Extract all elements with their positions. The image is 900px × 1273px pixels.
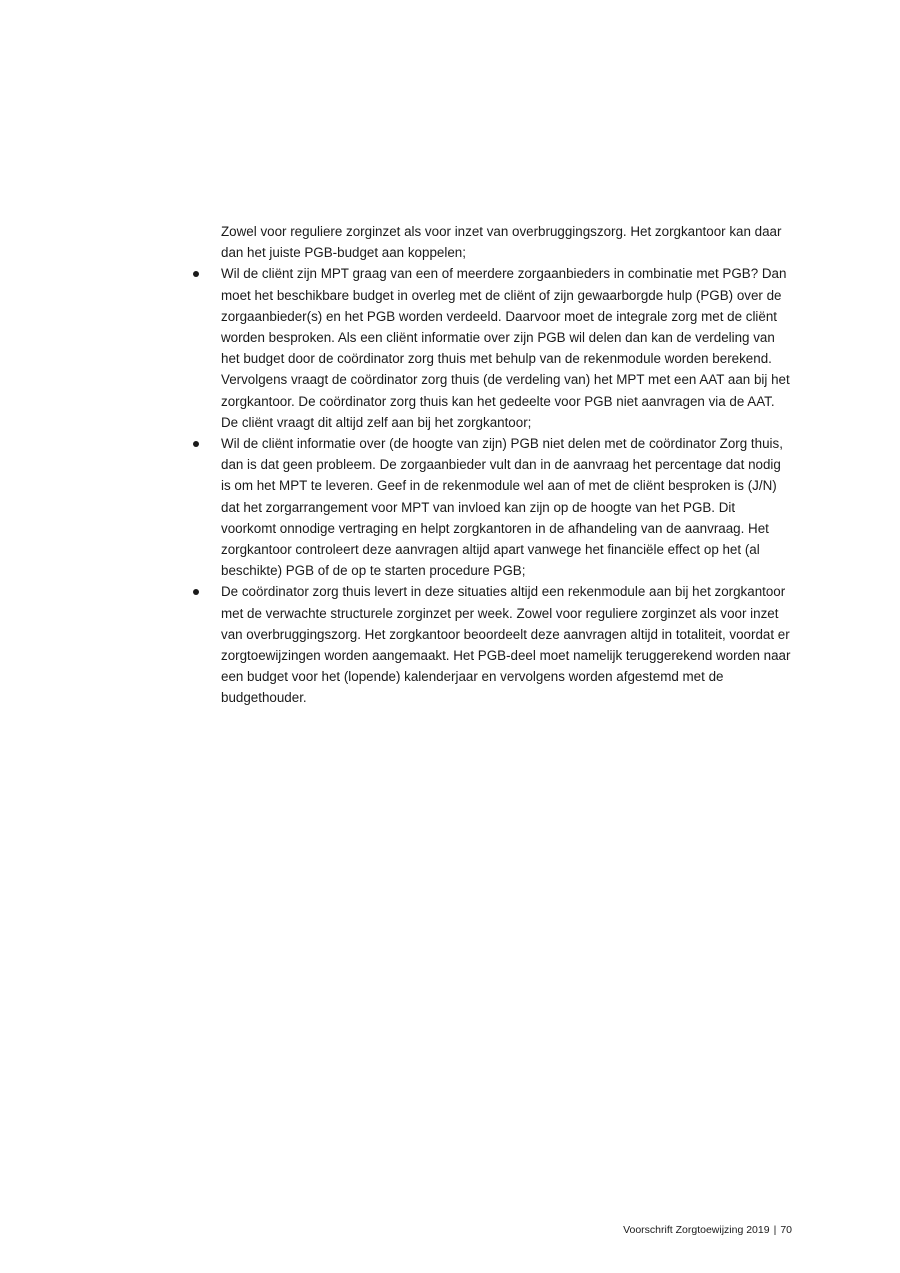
bullet-text: Wil de cliënt zijn MPT graag van een of meerdere zorgaanbieders in combinatie met PGB? Dan moet het beschikbare budget in overleg met de cliënt of zijn gewaarborgde hulp (PGB) over de zorgaanbieder(s) en het PGB worden verdeeld. Daarvoor moet de integrale zorg met de cliënt worden besproken. Als een cliënt informatie over zijn PGB wil delen dan kan de verdeling van het budget door de coördinator zorg thuis met behulp van de rekenmodule worden berekend. Vervolgens vraagt de coördinator zorg thuis (de verdeling van) het MPT met een AAT aan bij het zorgkantoor. De coördinator zorg thuis kan het gedeelte voor PGB niet aanvragen via de AAT. De cliënt vraagt dit altijd zelf aan bij het zorgkantoor; [221,266,790,430]
bullet-list [221,263,793,708]
bullet-text: De coördinator zorg thuis levert in deze situaties altijd een rekenmodule aan bij het zorgkantoor met de verwachte structurele zorginzet per week. Zowel voor reguliere zorginzet als voor inzet van overbruggingszorg. Het zorgkantoor beoordeelt deze aanvragen altijd in totaliteit, voordat er zorgtoewijzingen worden aangemaakt. Het PGB-deel moet namelijk teruggerekend worden naar een budget voor het (lopende) kalenderjaar en vervolgens worden afgestemd met de budgethouder. [221,584,791,706]
bullet-icon [193,441,199,447]
page-footer [623,1223,792,1237]
page-number: 70 [780,1224,792,1236]
bullet-item [221,581,793,708]
bullet-item [221,433,793,581]
bullet-icon [193,271,199,277]
page-body [221,221,793,709]
bullet-icon [193,589,199,595]
footer-document-title: Voorschrift Zorgtoewijzing 2019 [623,1224,770,1236]
bullet-item [221,263,793,433]
footer-separator: | [773,1224,777,1236]
continuation-paragraph: Zowel voor reguliere zorginzet als voor inzet van overbruggingszorg. Het zorgkantoor kan daar dan het juiste PGB-budget aan koppelen; [221,224,782,261]
bullet-text: Wil de cliënt informatie over (de hoogte van zijn) PGB niet delen met de coördinator Zorg thuis, dan is dat geen probleem. De zorgaanbieder vult dan in de aanvraag het percentage dat nodig is om het MPT te leveren. Geef in de rekenmodule wel aan of met de cliënt besproken is (J/N) dat het zorgarrangement voor MPT van invloed kan zijn op de hoogte van het PGB. Dit voorkomt onnodige vertraging en helpt zorgkantoren in de afhandeling van de aanvraag. Het zorgkantoor controleert deze aanvragen altijd apart vanwege het financiële effect op het (al beschikte) PGB of de op te starten procedure PGB; [221,436,783,579]
